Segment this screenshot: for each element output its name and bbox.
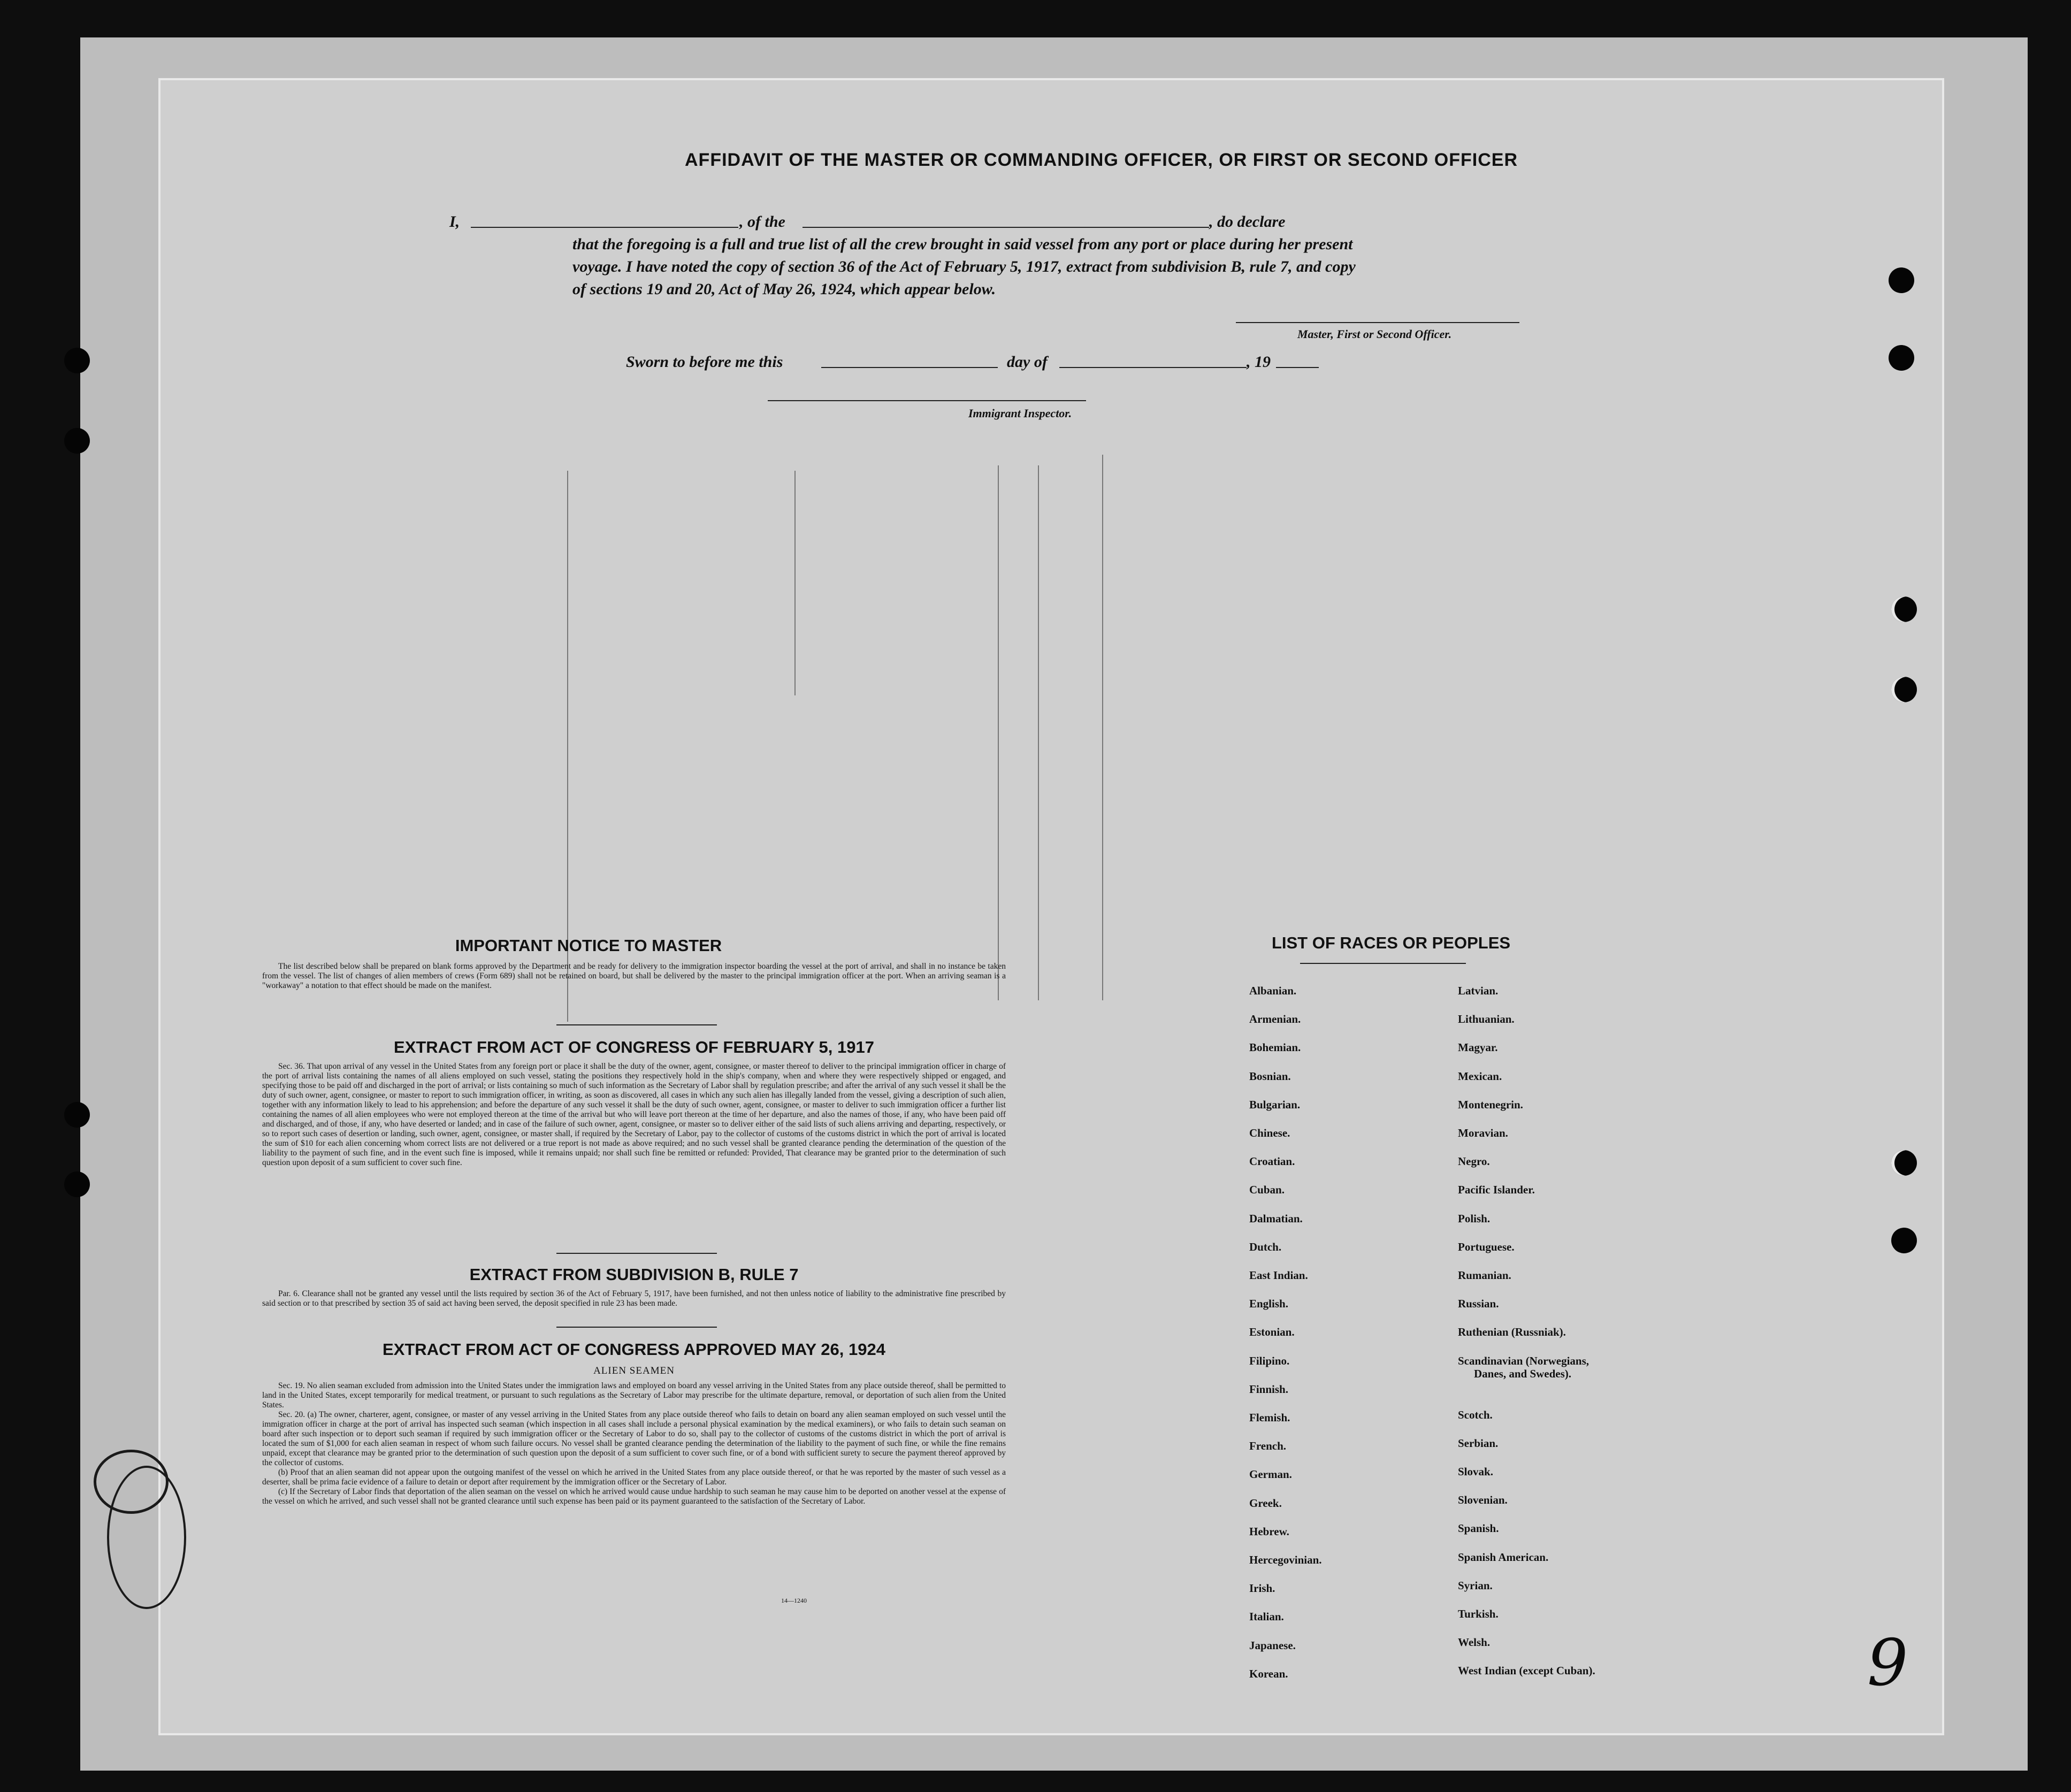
name-blank (471, 227, 738, 228)
rule7-title: EXTRACT FROM SUBDIVISION B, RULE 7 (469, 1265, 799, 1284)
binder-hole (64, 1102, 90, 1128)
race-item: Cuban. (1249, 1183, 1285, 1197)
race-item: Magyar. (1458, 1041, 1498, 1054)
race-item: Japanese. (1249, 1638, 1296, 1652)
race-item: Dutch. (1249, 1240, 1282, 1253)
sworn-text: Sworn to before me this (626, 353, 783, 371)
race-item: Armenian. (1249, 1013, 1301, 1026)
race-item: Serbian. (1458, 1436, 1499, 1450)
race-item: Syrian. (1458, 1579, 1493, 1592)
race-item: Latvian. (1458, 984, 1499, 997)
binder-hole (64, 1171, 90, 1197)
race-item: Chinese. (1249, 1127, 1290, 1139)
race-item: Scotch. (1458, 1408, 1493, 1421)
affidavit-of-the: , of the (739, 213, 785, 231)
race-item: Montenegrin. (1458, 1098, 1523, 1111)
inspector-signature-line (768, 400, 1086, 401)
race-item: Russian. (1458, 1297, 1499, 1311)
race-item: Filipino. (1249, 1354, 1290, 1367)
bleed-line (998, 465, 999, 1000)
binder-hole (1891, 596, 1917, 622)
handwritten-page-number: 9 (1867, 1626, 1908, 1701)
race-item: Slovenian. (1458, 1494, 1508, 1507)
race-item: Pacific Islander. (1458, 1183, 1535, 1197)
race-item: Welsh. (1458, 1636, 1491, 1649)
bleed-line (794, 471, 796, 695)
race-item: Lithuanian. (1458, 1013, 1515, 1026)
race-item: Croatian. (1249, 1155, 1295, 1168)
year-prefix: , 19 (1247, 353, 1271, 371)
divider (556, 1327, 717, 1328)
affidavit-do-declare: , do declare (1209, 213, 1286, 231)
race-item: Flemish. (1249, 1411, 1290, 1424)
binding-string (107, 1466, 186, 1609)
race-item: Danes, and Swedes). (1474, 1367, 1572, 1380)
extract-1924-title: EXTRACT FROM ACT OF CONGRESS APPROVED MAY 26, 1924 (383, 1340, 885, 1359)
race-item: English. (1249, 1297, 1288, 1311)
race-item: Italian. (1249, 1610, 1284, 1623)
race-item: Dalmatian. (1249, 1212, 1303, 1225)
extract-1924-body (262, 1381, 1006, 1506)
day-of-text: day of (1007, 353, 1048, 371)
affidavit-title: AFFIDAVIT OF THE MASTER OR COMMANDING OFFICER, OR FIRST OR SECOND OFFICER (685, 150, 1518, 170)
extract-1917-body: Sec. 36. That upon arrival of any vessel in the United States from any foreign port or place it shall be the duty of the owner, agent, consignee, or master thereof to deliver to the principal immigration officer in charge of the port of arrival lists containing the names of all aliens employed on such vessel, stating the positions they respectively hold in the ship's company, when and where they were respectively shipped or engaged, and specifying those to be paid off and discharged in the port of arrival; or lists containing so much of such information as the Secretary of Labor shall by regulation prescribe; and after the arrival of any such vessel it shall be the duty of such owner, agent, consignee, or master to report to such immigration officer, in writing, as soon as discovered, all cases in which any such alien has illegally landed from the vessel, giving a description of such alien, together with any information likely to lead to his apprehension; and before the departure of any such vessel it shall be the duty of such owner, agent, consignee, or master to deliver to such immigration officer a further list containing the names of all alien employees who were not employed thereon at the time of the arrival but who will leave port thereon at the time of her departure, and also the names of those, if any, who have been paid off and discharged, and of those, if any, who have deserted or landed; and in case of the failure of such owner, agent, consignee, or master so to deliver either of the said lists of such aliens arriving and departing, respectively, or so to report such cases of desertion or landing, such owner, agent, consignee, or master shall, if required by the Secretary of Labor, pay to the collector of customs of the customs district in which the port of arrival is located the sum of $10 for each alien concerning whom correct lists are not delivered or a true report is not made as above required; and no such vessel shall be granted clearance pending the determination of the question of the liability to the payment of such fine, and in the event such fine is imposed, while it remains unpaid; nor shall such fine be remitted or refunded: Provided, That clearance may be granted prior to the determination of such question upon deposit of a sum sufficient to cover such fine. (262, 1062, 1006, 1167)
race-item: Bohemian. (1249, 1041, 1301, 1054)
race-item: Moravian. (1458, 1127, 1508, 1139)
race-item: Turkish. (1458, 1607, 1499, 1621)
sworn-month-blank (1059, 367, 1247, 368)
race-item: Mexican. (1458, 1069, 1502, 1083)
bleed-line (1038, 465, 1039, 1000)
inspector-caption: Immigrant Inspector. (968, 407, 1072, 420)
affidavit-line-2: that the foregoing is a full and true list of all the crew brought in said vessel from any port or place during her present (572, 235, 1353, 253)
race-item: Slovak. (1458, 1465, 1493, 1479)
race-item: East Indian. (1249, 1269, 1308, 1282)
race-item: Hebrew. (1249, 1525, 1289, 1538)
race-item: Albanian. (1249, 984, 1297, 997)
race-item: Bosnian. (1249, 1069, 1291, 1083)
race-item: French. (1249, 1439, 1287, 1453)
affidavit-i: I, (449, 213, 460, 231)
race-item: Scandinavian (Norwegians, (1458, 1354, 1589, 1367)
bleed-line (1102, 455, 1103, 1000)
binder-hole (64, 348, 90, 373)
binder-hole (1891, 1150, 1917, 1176)
race-item: Korean. (1249, 1667, 1288, 1680)
divider (556, 1253, 717, 1254)
affidavit-line-4: of sections 19 and 20, Act of May 26, 1924, which appear below. (572, 280, 996, 298)
master-signature-line (1236, 322, 1519, 323)
binder-hole (1889, 267, 1914, 293)
race-item: Negro. (1458, 1155, 1490, 1168)
alien-seamen-subtitle: ALIEN SEAMEN (593, 1365, 675, 1376)
sworn-year-blank (1276, 367, 1319, 368)
race-item: Spanish American. (1458, 1550, 1549, 1564)
notice-body: The list described below shall be prepared on blank forms approved by the Department and be ready for delivery to the immigration inspector boarding the vessel at the port of arrival, and shall in no instance be taken from the vessel. The list of changes of alien members of crews (Form 689) shall not be retained on board, but shall be delivered by the master to the principal immigration officer at the port. When an arriving seaman is a "workaway" a notation to that effect should be made on the manifest. (262, 962, 1006, 990)
master-caption: Master, First or Second Officer. (1297, 327, 1452, 341)
vessel-blank (803, 227, 1209, 228)
races-title: LIST OF RACES OR PEOPLES (1271, 933, 1511, 952)
race-item: Spanish. (1458, 1522, 1499, 1535)
binder-hole (1891, 677, 1917, 702)
race-item: Rumanian. (1458, 1269, 1511, 1282)
race-item: Ruthenian (Russniak). (1458, 1326, 1566, 1339)
binder-hole (64, 428, 90, 454)
sworn-day-blank (821, 367, 998, 368)
divider (556, 1024, 717, 1025)
divider (1300, 963, 1466, 964)
race-item: Estonian. (1249, 1326, 1295, 1339)
sec-20c: (c) If the Secretary of Labor finds that deportation of the alien seaman on the vessel on which he arrived would cause undue hardship to such seaman he may cause him to be deported on another vessel at the expense of the vessel on which he arrived, and such vessel shall not be granted clearance until such expense has been paid or its payment guaranteed to the satisfaction of the Secretary of Labor. (262, 1487, 1006, 1506)
race-item: Polish. (1458, 1212, 1491, 1225)
race-item: West Indian (except Cuban). (1458, 1664, 1595, 1678)
binder-hole (1891, 1228, 1917, 1253)
race-item: Bulgarian. (1249, 1098, 1301, 1111)
sec-20b: (b) Proof that an alien seaman did not appear upon the outgoing manifest of the vessel on which he arrived in the United States from any place outside thereof, or that he was reported by the master of such vessel as a deserter, shall be prima facie evidence of a failure to detain or deport after requirement by the immigration officer or the Secretary of Labor. (262, 1468, 1006, 1487)
sec-19: Sec. 19. No alien seaman excluded from admission into the United States under the immigration laws and employed on board any vessel arriving in the United States from any place outside thereof, shall be permitted to land in the United States, except temporarily for medical treatment, or pursuant to such regulations as the Secretary of Labor may prescribe for the ultimate departure, removal, or deportation of such alien from the United States. (262, 1381, 1006, 1410)
race-item: Hercegovinian. (1249, 1553, 1322, 1566)
sec-20a: Sec. 20. (a) The owner, charterer, agent, consignee, or master of any vessel arriving in the United States from any place outside thereof who fails to detain on board any alien seaman employed on such vessel until the immigration officer in charge at the port of arrival has inspected such seaman (which inspection in all cases shall include a personal physical examination by the medical examiners), or who fails to detain such seaman on board after such inspection or to deport such seaman if required by such immigration officer or the Secretary of Labor to do so, shall pay to the collector of customs of the customs district in which the port of arrival is located the sum of $1,000 for each alien seaman in respect of whom such failure occurs. No vessel shall be granted clearance pending the determination of the liability to the payment of such fine, or while the fine remains unpaid, except that clearance may be granted prior to the determination of such question upon the deposit of a sum sufficient to cover such fine, or of a bond with sufficient surety to secure the payment thereof approved by the collector of customs. (262, 1410, 1006, 1467)
race-item: Greek. (1249, 1496, 1282, 1510)
race-item: Finnish. (1249, 1382, 1288, 1396)
notice-title: IMPORTANT NOTICE TO MASTER (455, 936, 722, 955)
rule7-body: Par. 6. Clearance shall not be granted any vessel until the lists required by section 36 of the Act of February 5, 1917, have been furnished, and not then unless notice of liability to the administrative fine prescribed by said section or to that prescribed by section 35 of said act having been served, the deposit specified in rule 23 has been made. (262, 1289, 1006, 1308)
affidavit-page (161, 80, 1942, 1733)
race-item: Portuguese. (1458, 1240, 1515, 1253)
binder-hole (1889, 345, 1914, 371)
affidavit-line-3: voyage. I have noted the copy of section 36 of the Act of February 5, 1917, extract from subdivision B, rule 7, and copy (572, 258, 1356, 275)
extract-1917-title: EXTRACT FROM ACT OF CONGRESS OF FEBRUARY 5, 1917 (394, 1038, 874, 1056)
race-item: Irish. (1249, 1582, 1275, 1595)
race-item: German. (1249, 1468, 1292, 1481)
form-number: 14—1240 (781, 1597, 807, 1604)
